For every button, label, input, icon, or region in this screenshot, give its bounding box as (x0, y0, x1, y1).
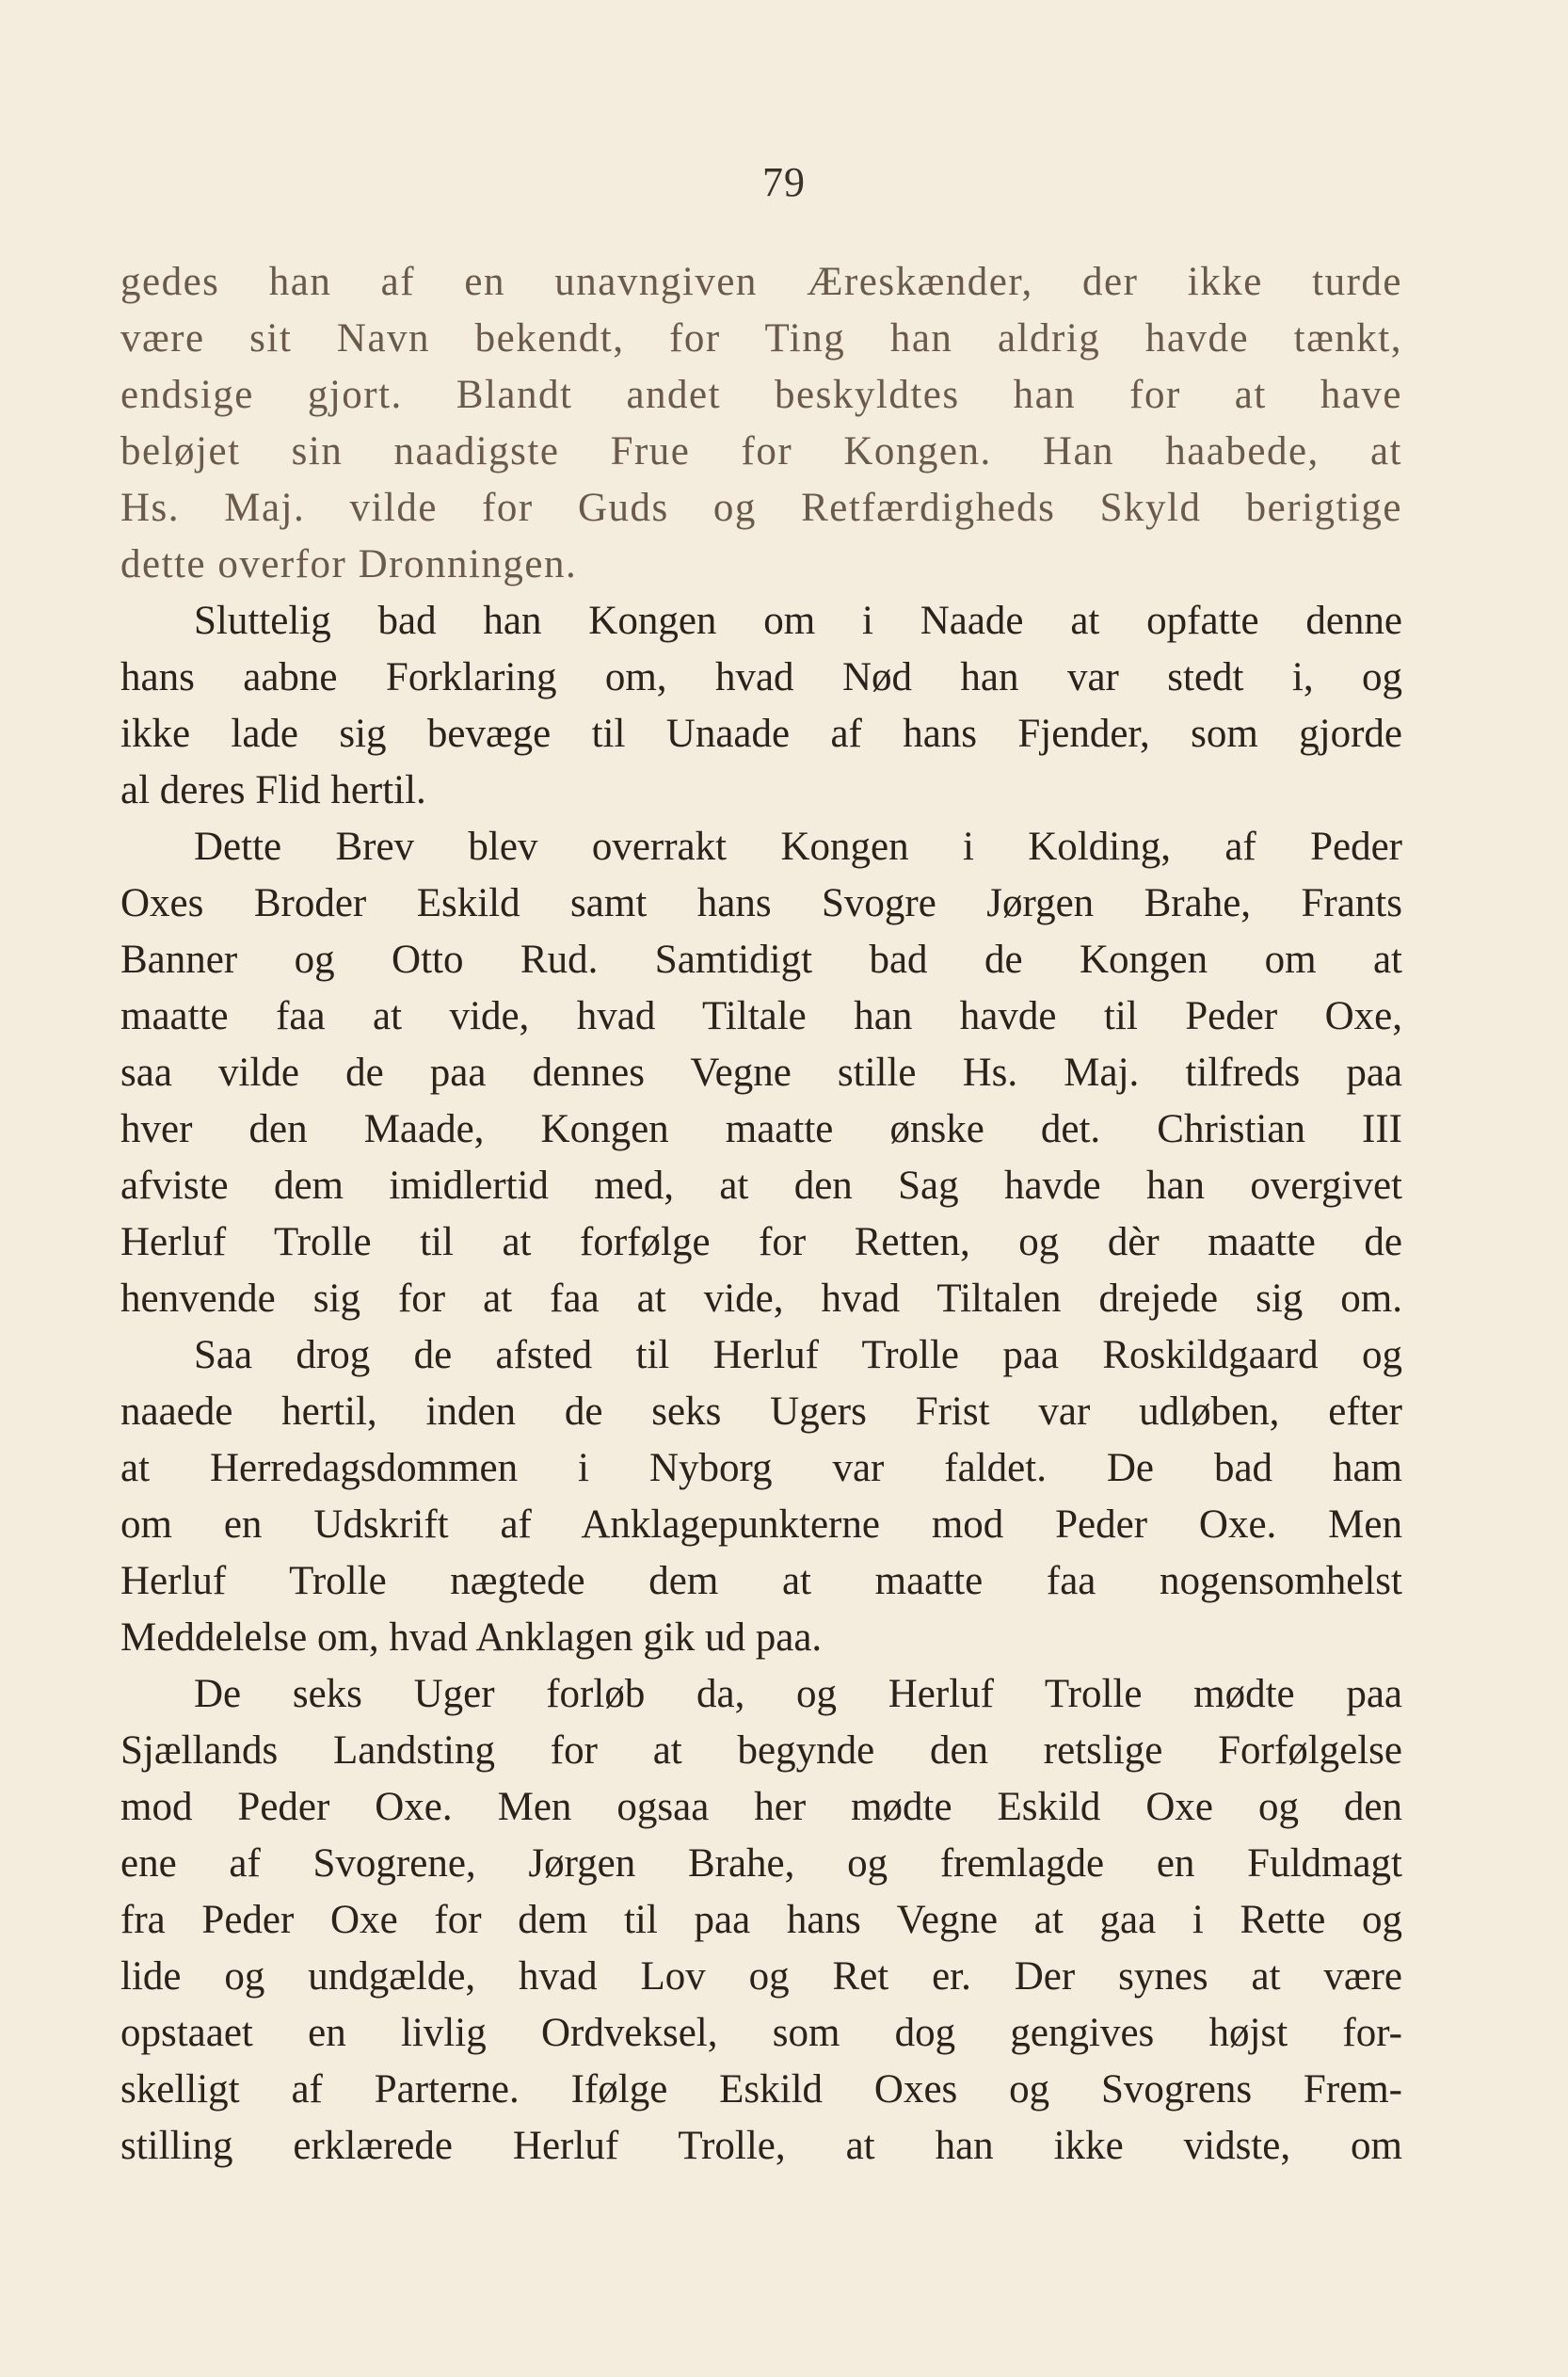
text-line: stilling erklærede Herluf Trolle, at han ikke vidste, om (120, 2124, 1402, 2168)
text-line: være sit Navn bekendt, for Ting han aldrig havde tænkt, (120, 316, 1402, 361)
text-line: at Herredagsdommen i Nyborg var faldet. De bad ham (120, 1446, 1402, 1490)
body-text (120, 254, 1402, 2175)
text-line: dette overfor Dronningen. (120, 542, 578, 586)
text-line: hver den Maade, Kongen maatte ønske det. Christian III (120, 1107, 1402, 1151)
paragraph-start-line: De seks Uger forløb da, og Herluf Trolle mødte paa (194, 1672, 1402, 1716)
text-line: skelligt af Parterne. Ifølge Eskild Oxes og Svogrens Frem- (120, 2067, 1402, 2112)
paragraph-start-line: Sluttelig bad han Kongen om i Naade at opfatte denne (194, 599, 1402, 643)
text-line: Herluf Trolle nægtede dem at maatte faa nogensomhelst (120, 1559, 1402, 1603)
text-line: Sjællands Landsting for at begynde den retslige Forfølgelse (120, 1728, 1402, 1773)
text-line: om en Udskrift af Anklagepunkterne mod Peder Oxe. Men (120, 1502, 1402, 1547)
text-line: Meddelelse om, hvad Anklagen gik ud paa. (120, 1615, 823, 1660)
paragraph-start-line: Dette Brev blev overrakt Kongen i Kolding, af Peder (194, 825, 1402, 869)
text-line: fra Peder Oxe for dem til paa hans Vegne at gaa i Rette og (120, 1898, 1402, 1942)
text-line: beløjet sin naadigste Frue for Kongen. Han haabede, at (120, 429, 1402, 474)
paragraph-start-line: Saa drog de afsted til Herluf Trolle paa Roskildgaard og (194, 1333, 1402, 1377)
text-line: Banner og Otto Rud. Samtidigt bad de Kongen om at (120, 938, 1402, 982)
text-line: ene af Svogrene, Jørgen Brahe, og fremlagde en Fuldmagt (120, 1841, 1402, 1886)
text-line: henvende sig for at faa at vide, hvad Tiltalen drejede sig om. (120, 1277, 1402, 1321)
page-number: 79 (762, 159, 806, 205)
text-line: saa vilde de paa dennes Vegne stille Hs. Maj. tilfreds paa (120, 1051, 1402, 1095)
text-line: mod Peder Oxe. Men ogsaa her mødte Eskild Oxe og den (120, 1785, 1402, 1829)
text-line: al deres Flid hertil. (120, 768, 426, 812)
text-line: endsige gjort. Blandt andet beskyldtes han for at have (120, 373, 1402, 417)
text-line: ikke lade sig bevæge til Unaade af hans Fjender, som gjorde (120, 712, 1402, 756)
text-line: lide og undgælde, hvad Lov og Ret er. Der synes at være (120, 1954, 1402, 1999)
text-line: hans aabne Forklaring om, hvad Nød han var stedt i, og (120, 655, 1402, 699)
text-line: maatte faa at vide, hvad Tiltale han havde til Peder Oxe, (120, 994, 1402, 1038)
text-line: afviste dem imidlertid med, at den Sag havde han overgivet (120, 1164, 1402, 1208)
text-line: gedes han af en unavngiven Æreskænder, der ikke turde (120, 260, 1402, 304)
text-line: Hs. Maj. vilde for Guds og Retfærdigheds Skyld berigtige (120, 486, 1402, 530)
text-line: Herluf Trolle til at forfølge for Retten, og dèr maatte de (120, 1220, 1402, 1264)
text-line: opstaaet en livlig Ordveksel, som dog gengives højst for- (120, 2011, 1402, 2055)
text-line: naaede hertil, inden de seks Ugers Frist var udløben, efter (120, 1389, 1402, 1434)
text-line: Oxes Broder Eskild samt hans Svogre Jørgen Brahe, Frants (120, 881, 1402, 925)
